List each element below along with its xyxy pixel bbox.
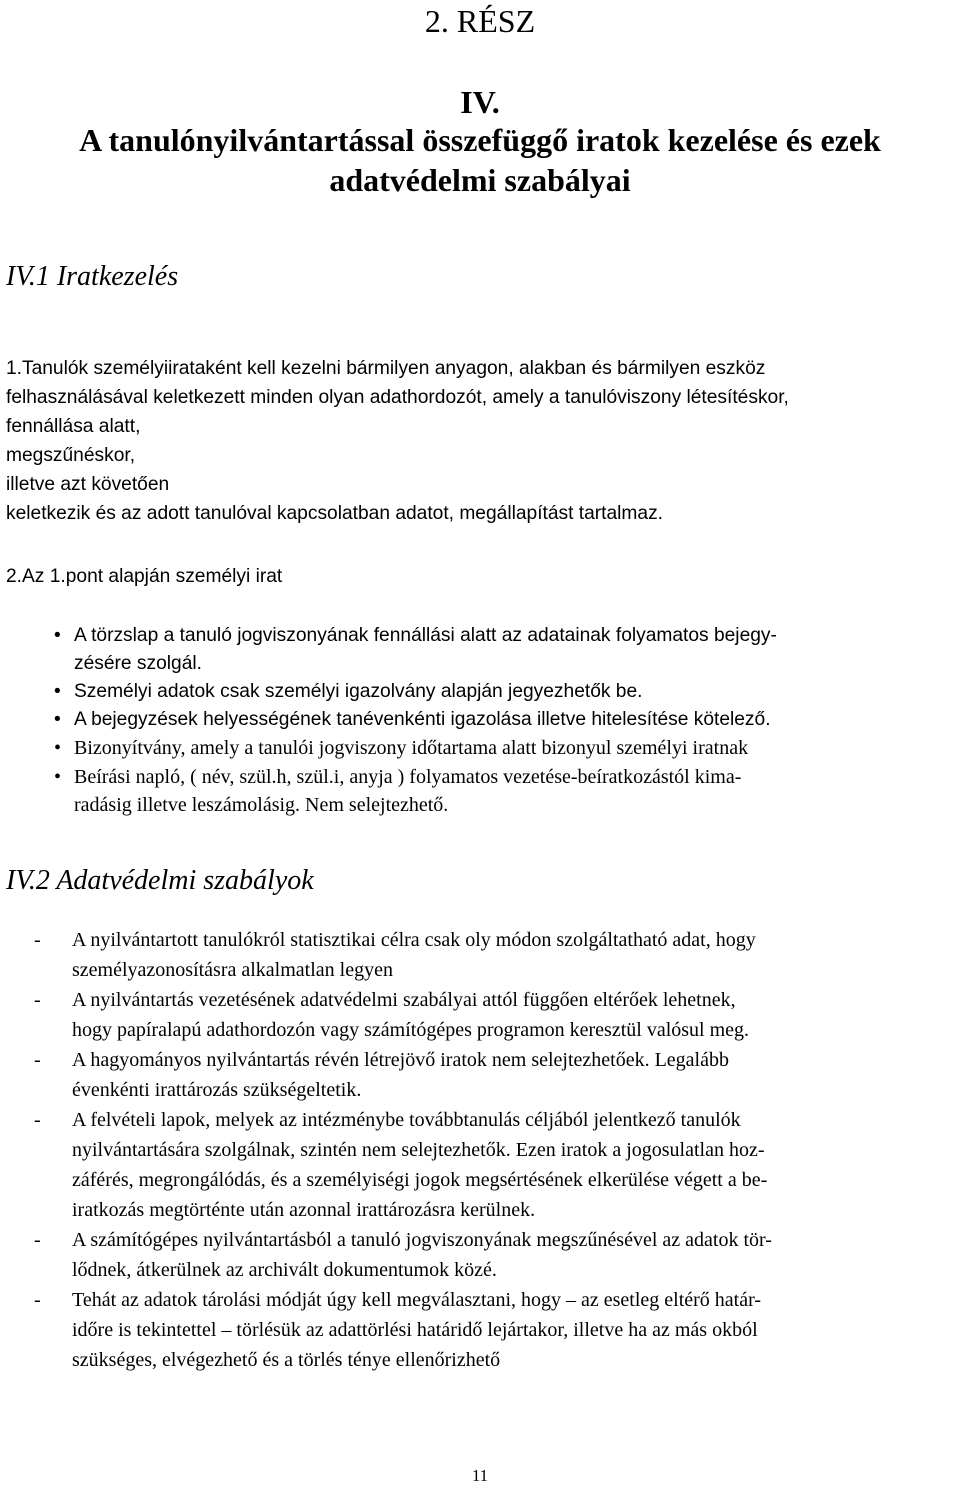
dash-item (34, 925, 946, 985)
point2-label: 2.Az 1.pont alapján személyi irat (6, 566, 283, 587)
chapter-title-line: adatvédelmi szabályai (329, 162, 631, 198)
bullet-item (54, 678, 954, 706)
dash-line: A hagyományos nyilvántartás révén létrejövő iratok nem selejtezhetőek. Legalább (72, 1049, 729, 1071)
dash-line: A nyilvántartás vezetésének adatvédelmi szabályai attól függően eltérőek lehetnek, (72, 989, 736, 1011)
paragraph-line: illetve azt követően (6, 474, 170, 495)
dash-item (34, 1045, 946, 1105)
dash-bullet-icon: - (34, 1109, 41, 1131)
bullet-dot-icon: • (54, 709, 61, 730)
bullet-list (54, 622, 954, 820)
dash-line: iratkozás megtörténte után azonnal irattározásra kerülnek. (72, 1199, 536, 1221)
dash-bullet-icon: - (34, 1229, 41, 1251)
dash-item (34, 1225, 946, 1285)
section1-paragraph (6, 354, 956, 528)
bullet-item (54, 734, 954, 763)
dash-list (34, 925, 946, 1375)
dash-line: záférés, megrongálódás, és a személyiségi jogok megsértésének elkerülése végett a be- (72, 1169, 768, 1191)
page-number: 11 (471, 1466, 489, 1485)
dash-line: A számítógépes nyilvántartásból a tanuló jogviszonyának megszűnésével az adatok tör- (72, 1229, 772, 1251)
chapter-title (40, 120, 920, 200)
paragraph-line: felhasználásával keletkezett minden olyan adathordozót, amely a tanulóviszony létesítéskor, (6, 387, 789, 408)
bullet-dot-icon: • (54, 625, 61, 646)
dash-line: nyilvántartására szolgálnak, szintén nem selejtezhetők. Ezen iratok a jogosulatlan hoz- (72, 1139, 765, 1161)
bullet-line: Személyi adatok csak személyi igazolvány alapján jegyezhetők be. (74, 681, 643, 702)
section-heading-iratkezeles: IV.1 Iratkezelés (6, 261, 179, 292)
dash-line: személyazonosításra alkalmatlan legyen (72, 959, 393, 981)
chapter-number: IV. (460, 84, 500, 120)
dash-line: időre is tekintettel – törlésük az adattörlési határidő lejártakor, illetve ha az más okból (72, 1319, 758, 1341)
dash-bullet-icon: - (34, 929, 41, 951)
bullet-line: zésére szolgál. (74, 653, 202, 674)
paragraph-line: megszűnéskor, (6, 445, 136, 466)
dash-line: A felvételi lapok, melyek az intézménybe továbbtanulás céljából jelentkező tanulók (72, 1109, 741, 1131)
bullet-line: Bizonyítvány, amely a tanulói jogviszony időtartama alatt bizonyul személyi iratnak (74, 737, 749, 759)
dash-item (34, 985, 946, 1045)
bullet-dot-icon: • (54, 765, 62, 788)
dash-line: hogy papíralapú adathordozón vagy számítógépes programon keresztül valósul meg. (72, 1019, 750, 1041)
bullet-item (54, 622, 954, 678)
bullet-dot-icon: • (54, 737, 62, 759)
dash-line: szükséges, elvégezhető és a törlés ténye ellenőrizhető (72, 1349, 501, 1371)
chapter-title-line: A tanulónyilvántartással összefüggő iratok kezelése és ezek (79, 122, 881, 158)
bullet-line: A bejegyzések helyességének tanévenkénti igazolása illetve hitelesítése kötelező. (74, 709, 771, 730)
part-title: 2. RÉSZ (424, 3, 536, 39)
dash-line: Tehát az adatok tárolási módját úgy kell megválasztani, hogy – az esetleg eltérő határ- (72, 1289, 762, 1311)
dash-line: évenkénti irattározás szükségeltetik. (72, 1079, 362, 1101)
paragraph-line: fennállása alatt, (6, 416, 141, 437)
dash-line: lődnek, átkerülnek az archivált dokumentumok közé. (72, 1259, 497, 1281)
bullet-line: radásig illetve leszámolásig. Nem selejtezhető. (74, 794, 449, 816)
section-heading-adatvedelmi: IV.2 Adatvédelmi szabályok (6, 865, 314, 896)
dash-bullet-icon: - (34, 1289, 41, 1311)
paragraph-line: 1.Tanulók személyiirataként kell kezelni bármilyen anyagon, alakban és bármilyen eszköz (6, 358, 766, 379)
bullet-line: A törzslap a tanuló jogviszonyának fennállási alatt az adatainak folyamatos bejegy- (74, 625, 777, 646)
dash-line: A nyilvántartott tanulókról statisztikai célra csak oly módon szolgáltatható adat, hogy (72, 929, 756, 951)
bullet-item (54, 763, 954, 820)
bullet-line: Beírási napló, ( név, szül.h, szül.i, anyja ) folyamatos vezetése-beíratkozástól kima- (74, 765, 742, 788)
dash-item (34, 1105, 946, 1225)
bullet-item (54, 706, 954, 734)
paragraph-line: keletkezik és az adott tanulóval kapcsolatban adatot, megállapítást tartalmaz. (6, 503, 664, 524)
dash-bullet-icon: - (34, 989, 41, 1011)
bullet-dot-icon: • (54, 681, 61, 702)
dash-bullet-icon: - (34, 1049, 41, 1071)
dash-item (34, 1285, 946, 1375)
